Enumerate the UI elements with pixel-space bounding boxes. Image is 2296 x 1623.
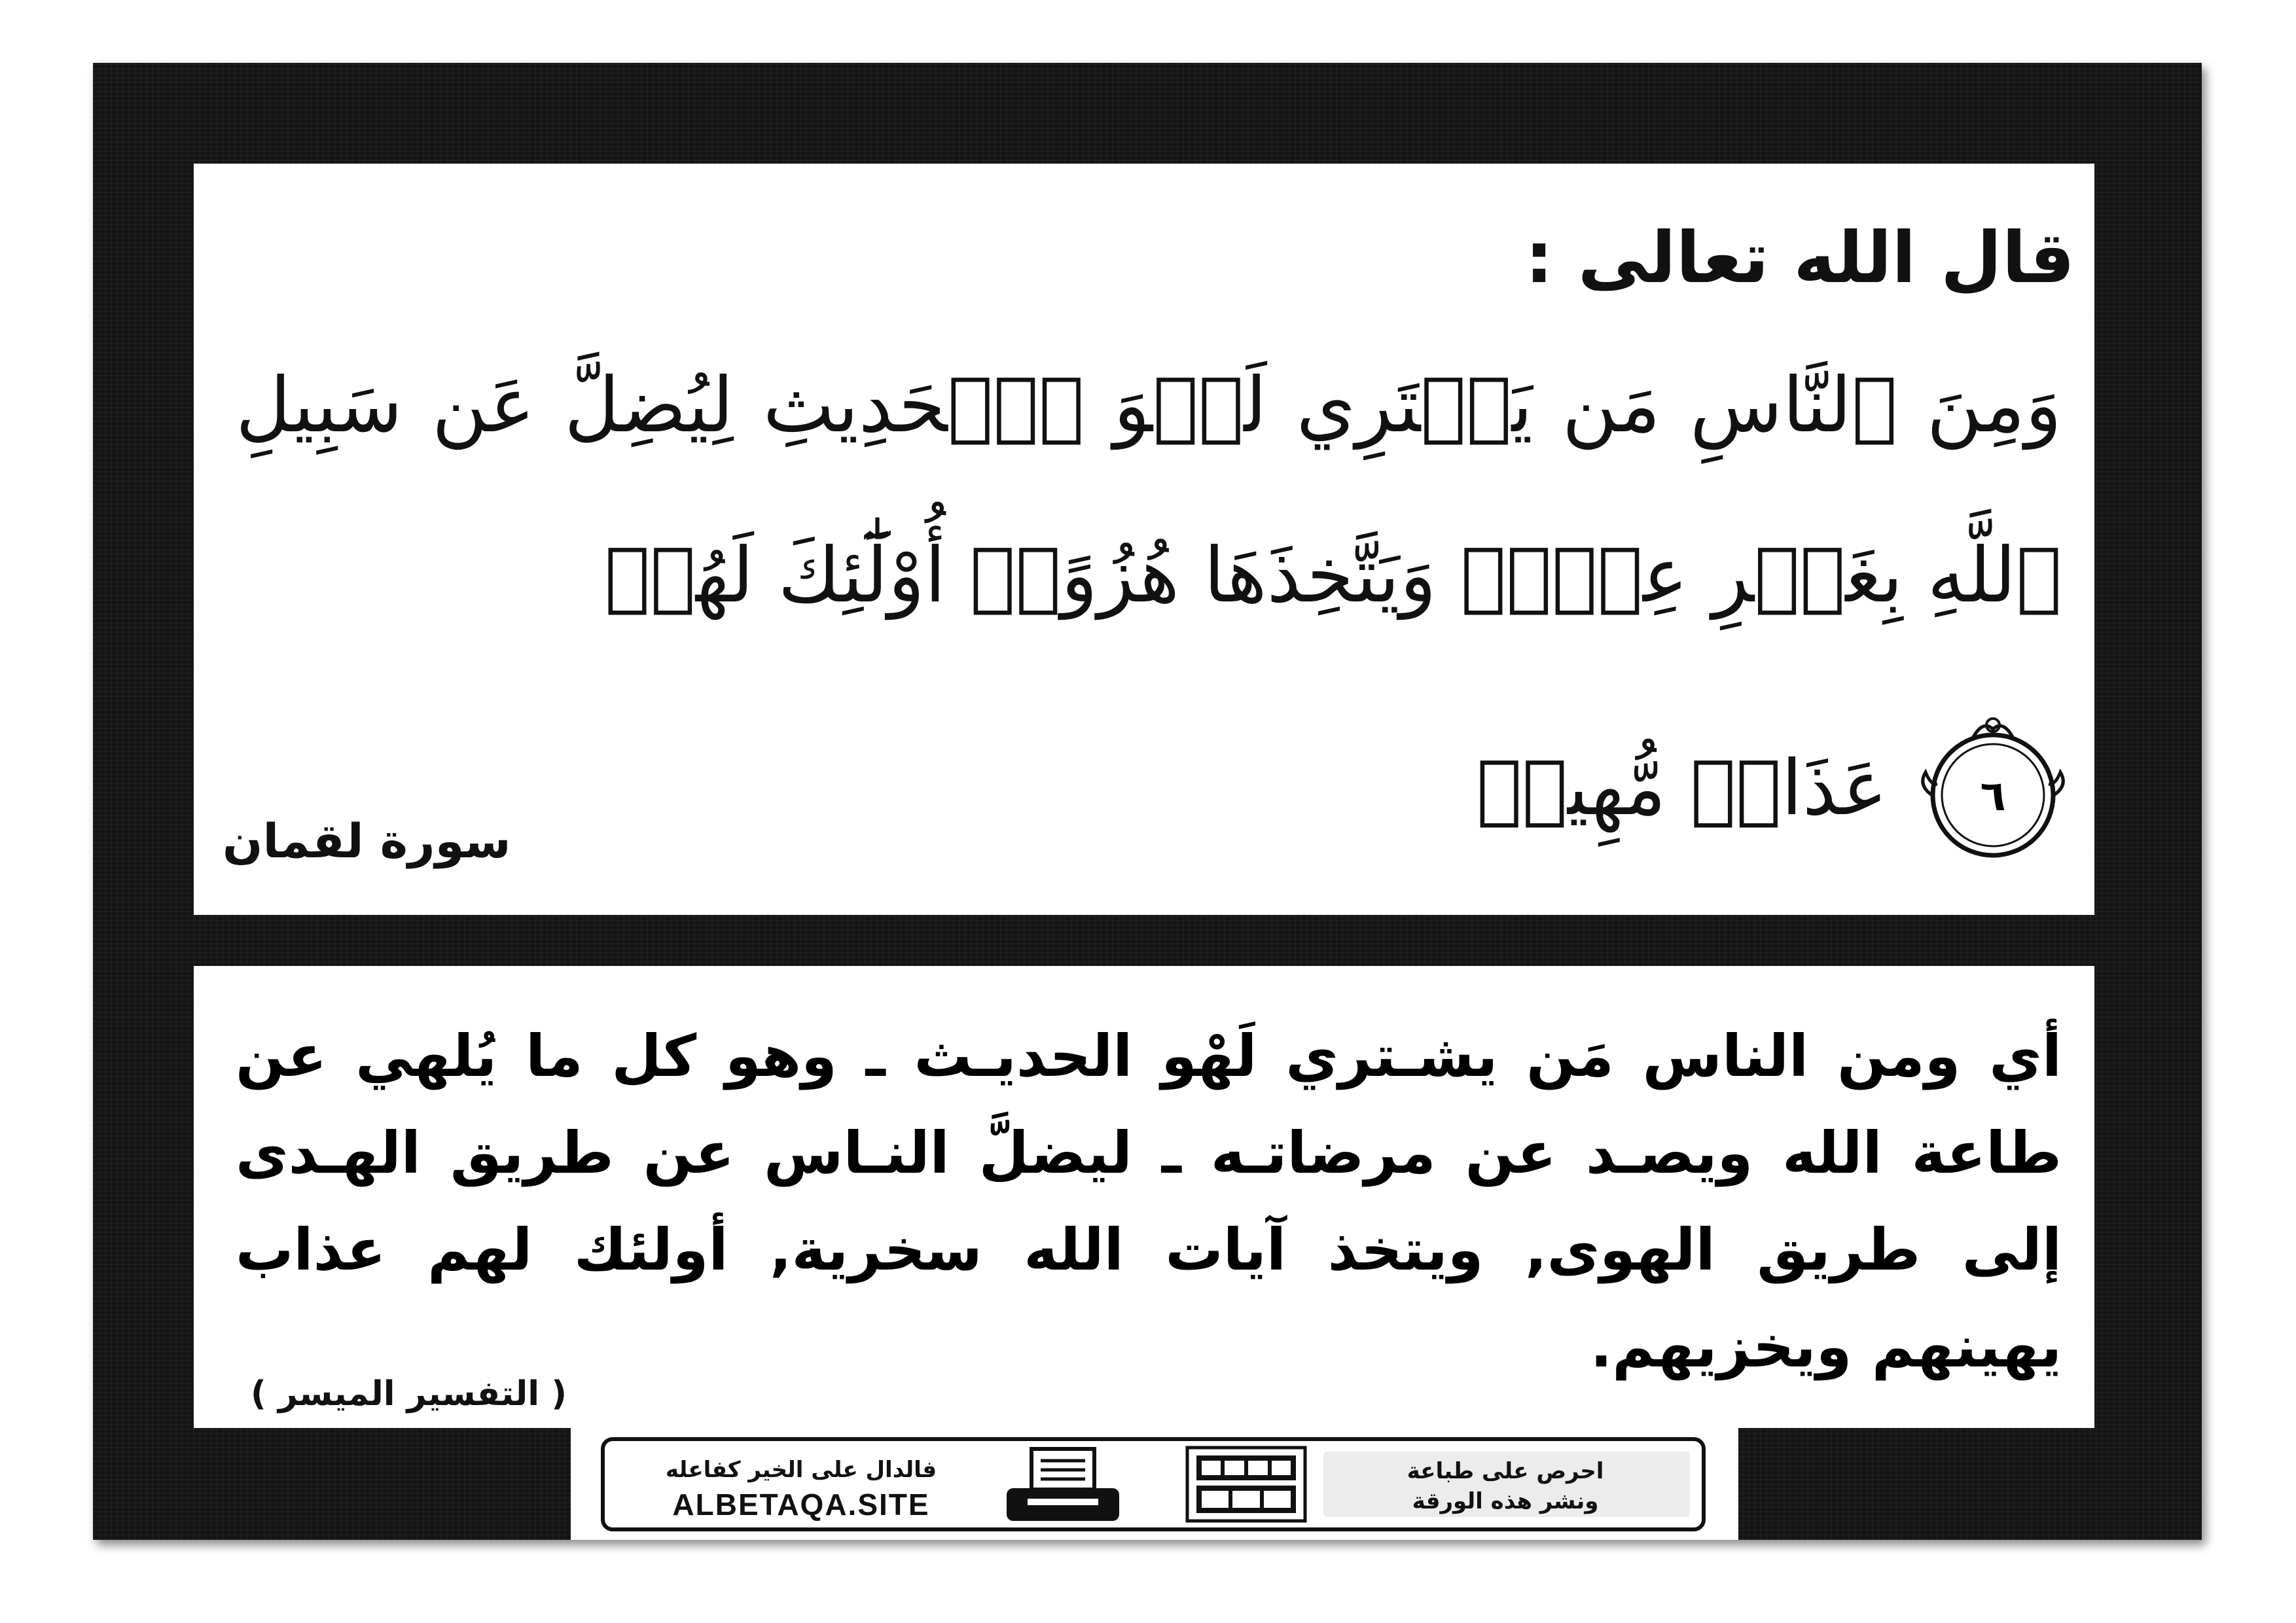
footer-site-cell — [605, 1441, 997, 1527]
verse-ending-text: عَذَابٞ مُّهِينٞ — [1476, 744, 1888, 832]
tafsir-text: أي ومن الناس مَن يشـتري لَهْو الحديـث ـ وهو كل ما يُلهي عن طاعة الله ويصـد عن مرضاتـه ـ ليضلَّ النـاس عن طريق الهـدى إلى طريق الهوى, ويتخذ آيات الله سخرية, أولئك لهم عذاب يهينهم ويخزيهم. — [236, 1022, 2062, 1380]
surah-name: سورة لقمان — [223, 813, 511, 868]
footer-slogan: فالدال على الخير كفاعله — [665, 1457, 937, 1483]
ayah-marker-icon — [1911, 707, 2075, 870]
tafsir-source: ( التفسير الميسر ) — [250, 1374, 567, 1414]
dawat-alwaraqa-logo — [1168, 1441, 1325, 1527]
heading: قال الله تعالى : — [1524, 217, 2075, 299]
footer-call-line1: احرص على طباعة — [1407, 1458, 1604, 1484]
footer-call-line2: ونشر هذه الورقة — [1412, 1488, 1599, 1514]
ayah-number: ٦ — [1980, 772, 2006, 821]
footer-banner — [601, 1437, 1706, 1531]
quran-verse: وَمِنَ ٱلنَّاسِ مَن يَشۡتَرِي لَهۡوَ ٱلۡحَدِيثِ لِيُضِلَّ عَن سَبِيلِ ٱللَّهِ بِغَيۡرِ عِلۡمٖ وَيَتَّخِذَهَا هُزُوًاۚ أُوْلَٰٓئِكَ لَهُمۡ — [236, 361, 2062, 620]
verse-ending — [1477, 704, 2075, 874]
logo-cell — [1168, 1441, 1325, 1527]
printer-cell — [997, 1441, 1128, 1527]
site-link[interactable]: ALBETAQA.SITE — [672, 1488, 930, 1522]
printer-icon — [997, 1441, 1128, 1527]
footer-call-cell — [1309, 1441, 1702, 1527]
